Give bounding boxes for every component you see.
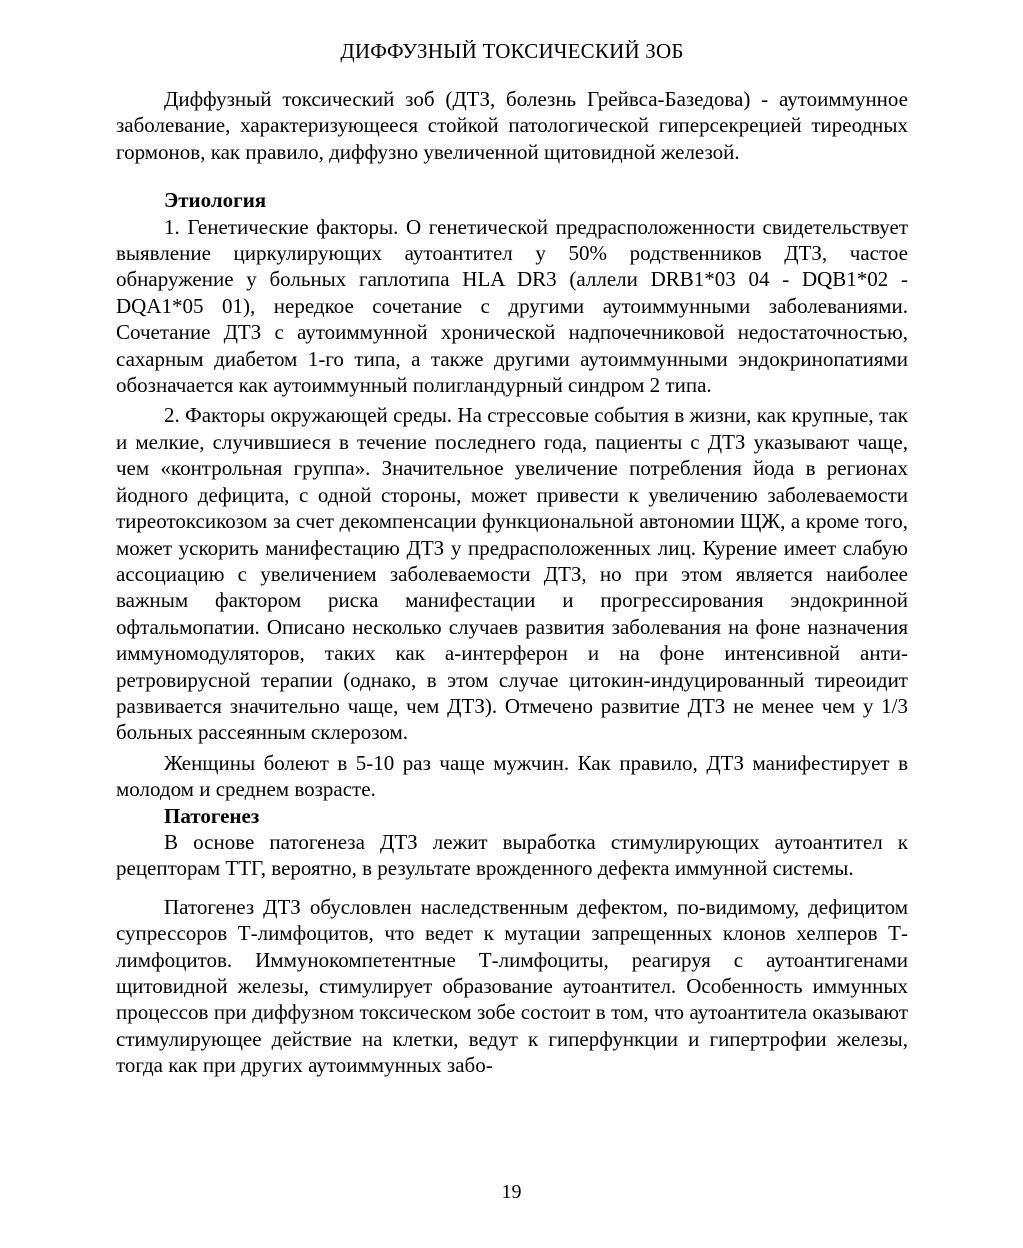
pathogenesis-paragraph-basis: В основе патогенеза ДТЗ лежит выработка стимулирующих аутоантител к рецепторам ТТГ, вероятно, в результате врожденного дефекта иммунной системы. bbox=[116, 829, 908, 881]
intro-paragraph: Диффузный токсический зоб (ДТЗ, болезнь Грейвса-Базедова) - аутоиммунное заболевание, характеризующееся стойкой патологической гиперсекрецией тиреодных гормонов, как правило, диффузно увеличенной щитовидной железой. bbox=[116, 87, 908, 164]
running-title: ДИФФУЗНЫЙ ТОКСИЧЕСКИЙ ЗОБ bbox=[340, 39, 684, 63]
page-number: 19 bbox=[501, 1181, 522, 1203]
section-heading-pathogenesis: Патогенез bbox=[164, 803, 260, 828]
spacer bbox=[116, 882, 908, 894]
section-heading-etiology: Этиология bbox=[164, 188, 267, 213]
spacer bbox=[116, 165, 908, 187]
page-content bbox=[116, 28, 908, 1079]
etiology-paragraph-sex-age: Женщины болеют в 5-10 раз чаще мужчин. Как правило, ДТЗ манифестирует в молодом и среднем возрасте. bbox=[116, 750, 908, 802]
pathogenesis-paragraph-mechanism: Патогенез ДТЗ обусловлен наследственным дефектом, по-видимому, дефицитом супрессоров Т-лимфоцитов, что ведет к мутации запрещенных клонов хелперов Т-лимфоцитов. Иммунокомпетентные Т-лимфоциты, реагируя с аутоантигенами щитовидной железы, стимулирует образование аутоантител. Особенность иммунных процессов при диффузном токсическом зобе состоит в том, что аутоантитела оказывают стимулирующее действие на клетки, ведут к гиперфункции и гипертрофии железы, тогда как при других аутоиммунных забо- bbox=[116, 894, 908, 1078]
etiology-paragraph-genetic: 1. Генетические факторы. О генетической предрасположенности свидетельствует выявление циркулирующих аутоантител у 50% родственников ДТЗ, частое обнаружение у больных гаплотипа HLA DR3 (аллели DRB1*03 04 - DQB1*02 - DQA1*05 01), нередкое сочетание с другими аутоиммунными заболеваниями. Сочетание ДТЗ с аутоиммунной хронической надпочечниковой недостаточностью, сахарным диабетом 1-го типа, а также другими аутоиммунными эндокринопатиями обозначается как аутоиммунный полигландурный синдром 2 типа. bbox=[116, 214, 908, 398]
etiology-paragraph-environment: 2. Факторы окружающей среды. На стрессовые события в жизни, как крупные, так и мелкие, случившиеся в течение последнего года, пациенты с ДТЗ указывают чаще, чем «контрольная группа». Значительное увеличение потребления йода в регионах йодного дефицита, с одной стороны, может привести к увеличению заболеваемости тиреотоксикозом за счет декомпенсации функциональной автономии ЩЖ, а кроме того, может ускорить манифестацию ДТЗ у предрасположенных лиц. Курение имеет слабую ассоциацию с увеличением заболеваемости ДТЗ, но при этом является наиболее важным фактором риска манифестации и прогрессирования эндокринной офтальмопатии. Описано несколько случаев развития заболевания на фоне назначения иммуномодуляторов, таких как а-интерферон и на фоне интенсивной анти-ретровирусной терапии (однако, в этом случае цитокин-индуцированный тиреоидит развивается значительно чаще, чем ДТЗ). Отмечено развитие ДТЗ не менее чем у 1/3 больных рассеянным склерозом. bbox=[116, 403, 908, 745]
